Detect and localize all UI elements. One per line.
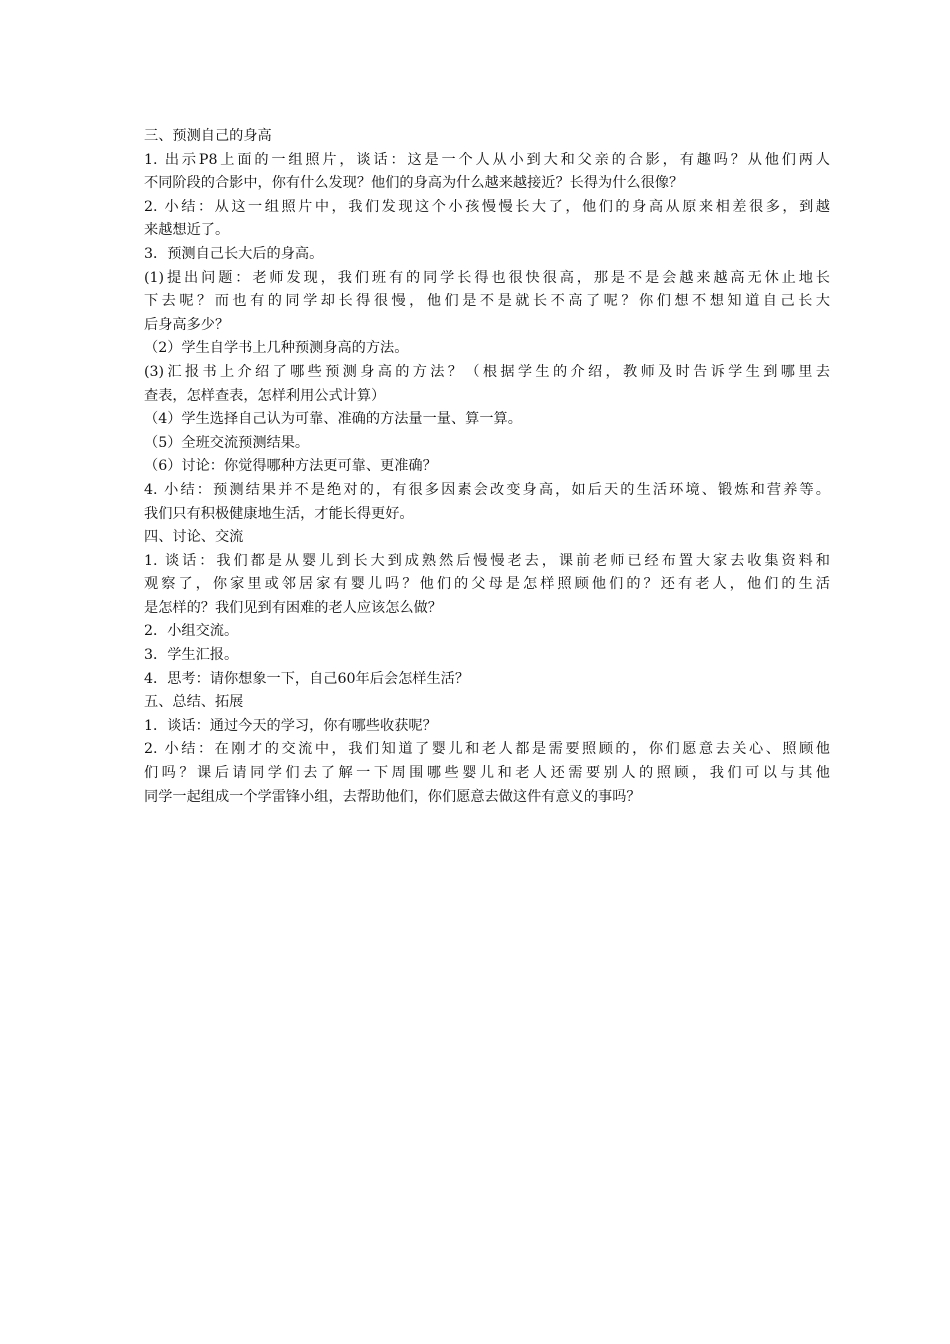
paragraph-line: 们吗？课后请同学们去了解一下周围哪些婴儿和老人还需要别人的照顾，我们可以与其他: [144, 765, 830, 782]
paragraph-line: (3)汇报书上介绍了哪些预测身高的方法？（根据学生的介绍，教师及时告诉学生到哪里去: [144, 363, 830, 380]
paragraph-line: 2. 小结：在刚才的交流中，我们知道了婴儿和老人都是需要照顾的，你们愿意去关心、照顾他: [144, 741, 830, 758]
section-heading-5: 五、总结、拓展: [144, 694, 244, 711]
paragraph-line: 查表，怎样查表，怎样利用公式计算）: [144, 387, 386, 404]
paragraph-line: （4）学生选择自己认为可靠、准确的方法量一量、算一算。: [144, 411, 522, 428]
paragraph-line: 1. 出示P8上面的一组照片，谈话：这是一个人从小到大和父亲的合影，有趣吗？从他们两人: [144, 151, 830, 168]
paragraph-line: （5）全班交流预测结果。: [144, 434, 310, 451]
paragraph-line: 1. 谈话：我们都是从婴儿到长大到成熟然后慢慢老去，课前老师已经布置大家去收集资料和: [144, 552, 830, 569]
paragraph-line: 同学一起组成一个学雷锋小组，去帮助他们，你们愿意去做这件有意义的事吗？: [144, 788, 641, 805]
paragraph-line: （6）讨论：你觉得哪种方法更可靠、更准确？: [144, 458, 437, 475]
paragraph-line: 2．小组交流。: [144, 623, 239, 640]
section-heading-3: 三、预测自己的身高: [144, 128, 272, 144]
paragraph-line: 3．学生汇报。: [144, 647, 239, 664]
paragraph-line: 4．思考：请你想象一下，自己60年后会怎样生活？: [144, 670, 470, 687]
paragraph-line: 观察了，你家里或邻居家有婴儿吗？他们的父母是怎样照顾他们的？还有老人，他们的生活: [144, 576, 830, 593]
paragraph-line: 来越想近了。: [144, 222, 230, 239]
paragraph-line: 1．谈话：通过今天的学习，你有哪些收获呢？: [144, 717, 437, 734]
paragraph-line: 不同阶段的合影中，你有什么发现？他们的身高为什么越来越接近？长得为什么很像？: [144, 175, 684, 192]
paragraph-line: 4. 小结：预测结果并不是绝对的，有很多因素会改变身高，如后天的生活环境、锻炼和营养等。: [144, 481, 830, 498]
paragraph-line: 3．预测自己长大后的身高。: [144, 245, 324, 262]
paragraph-line: 后身高多少？: [144, 316, 230, 333]
paragraph-line: 下去呢？而也有的同学却长得很慢，他们是不是就长不高了呢？你们想不想知道自己长大: [144, 293, 830, 310]
document-body: [144, 125, 830, 809]
section-heading-4: 四、讨论、交流: [144, 529, 244, 546]
paragraph-line: （2）学生自学书上几种预测身高的方法。: [144, 340, 409, 357]
paragraph-line: (1)提出问题：老师发现，我们班有的同学长得也很快很高，那是不是会越来越高无休止地长: [144, 269, 830, 286]
paragraph-line: 2. 小结：从这一组照片中，我们发现这个小孩慢慢长大了，他们的身高从原来相差很多，到越: [144, 198, 830, 215]
paragraph-line: 是怎样的？我们见到有困难的老人应该怎么做？: [144, 599, 442, 616]
paragraph-line: 我们只有积极健康地生活，才能长得更好。: [144, 505, 414, 522]
